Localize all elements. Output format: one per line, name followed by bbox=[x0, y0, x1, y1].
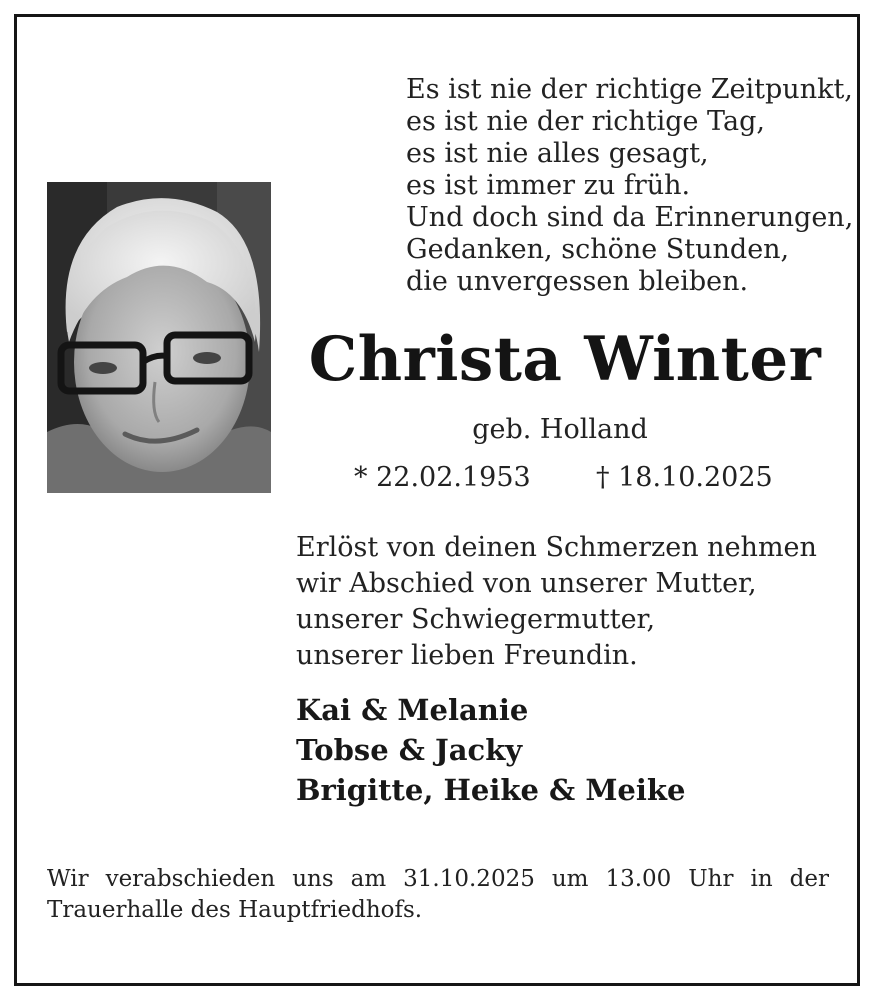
poem bbox=[406, 74, 853, 298]
portrait-photo bbox=[47, 182, 271, 493]
notice-word: 31.10.2025 bbox=[403, 866, 535, 892]
notice-word: uns bbox=[292, 866, 334, 892]
poem-line: es ist nie der richtige Tag, bbox=[406, 106, 765, 137]
poem-line: Gedanken, schöne Stunden, bbox=[406, 234, 790, 265]
notice-word: 13.00 bbox=[605, 866, 672, 892]
family-line: Brigitte, Heike & Meike bbox=[296, 773, 686, 807]
funeral-notice bbox=[47, 864, 829, 926]
family-line: Tobse & Jacky bbox=[296, 733, 523, 767]
notice-word: um bbox=[551, 866, 589, 892]
poem-line: es ist nie alles gesagt, bbox=[406, 138, 709, 169]
family-signatures bbox=[296, 690, 685, 810]
birth-name: geb. Holland bbox=[472, 414, 648, 445]
poem-line: Es ist nie der richtige Zeitpunkt, bbox=[406, 74, 853, 105]
family-line: Kai & Melanie bbox=[296, 693, 529, 727]
farewell-text bbox=[296, 530, 817, 674]
deceased-name: Christa Winter bbox=[308, 324, 822, 395]
notice-word: in bbox=[750, 866, 773, 892]
notice-line-1 bbox=[47, 864, 829, 895]
birth-date: * 22.02.1953 bbox=[354, 462, 531, 493]
farewell-line: Erlöst von deinen Schmerzen nehmen bbox=[296, 532, 817, 563]
notice-word: Uhr bbox=[688, 866, 734, 892]
notice-word: am bbox=[350, 866, 387, 892]
farewell-line: unserer Schwiegermutter, bbox=[296, 604, 656, 635]
notice-word: der bbox=[789, 866, 829, 892]
farewell-line: unserer lieben Freundin. bbox=[296, 640, 638, 671]
poem-line: es ist immer zu früh. bbox=[406, 170, 691, 201]
notice-line-2: Trauerhalle des Hauptfriedhofs. bbox=[47, 897, 423, 923]
death-date: † 18.10.2025 bbox=[596, 462, 773, 493]
farewell-line: wir Abschied von unserer Mutter, bbox=[296, 568, 757, 599]
notice-word: verabschieden bbox=[105, 866, 276, 892]
poem-line: die unvergessen bleiben. bbox=[406, 266, 749, 297]
poem-line: Und doch sind da Erinnerungen, bbox=[406, 202, 854, 233]
notice-word: Wir bbox=[47, 866, 89, 892]
